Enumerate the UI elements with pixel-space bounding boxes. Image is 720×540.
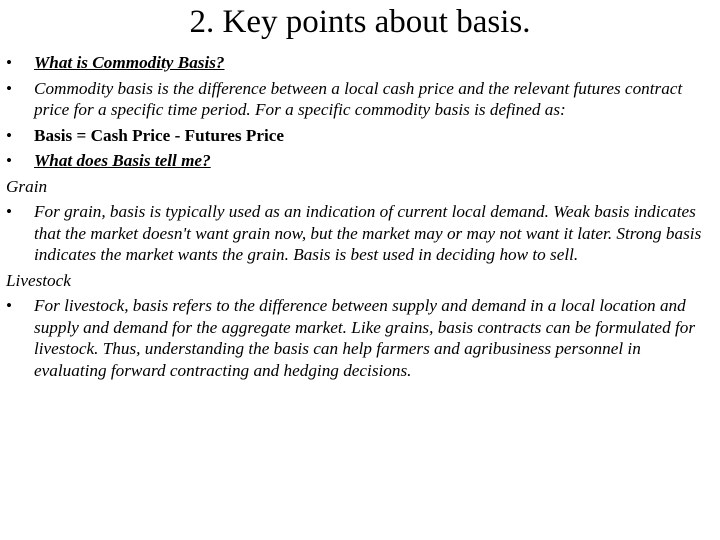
bullet-marker: • [6, 151, 13, 170]
bullet-marker: • [6, 78, 13, 98]
bullet-question-what-is-basis [6, 52, 710, 74]
slide-body [6, 52, 710, 385]
bullet-question-what-basis-tells [6, 150, 710, 172]
question-what-is-basis: What is Commodity Basis? [34, 53, 225, 72]
bullet-marker: • [6, 296, 13, 315]
bullet-marker: • [6, 125, 13, 145]
grain-text: For grain, basis is typically used as an indication of current local demand. Weak basis indicates that the market doesn't want grain now, but the market may or may not want it later. Strong basis indicates the market wants the grain. Basis is best used in deciding how to sell. [34, 202, 702, 264]
livestock-heading: Livestock [6, 270, 71, 290]
grain-heading: Grain [6, 176, 48, 196]
bullet-marker: • [6, 53, 13, 72]
question-what-basis-tells: What does Basis tell me? [34, 151, 211, 170]
livestock-text: For livestock, basis refers to the difference between supply and demand in a local location and supply and demand for the aggregate market. Like grains, basis contracts can be formulated for livestock. Thus, understanding the basis can help farmers and agribusiness personnel in evaluating forward contracting and hedging decisions. [34, 296, 696, 380]
basis-formula: Basis = Cash Price - Futures Price [34, 125, 285, 145]
bullet-basis-definition [6, 78, 710, 121]
bullet-livestock-text [6, 295, 710, 381]
bullet-grain-text [6, 201, 710, 266]
basis-definition-text: Commodity basis is the difference between a local cash price and the relevant futures contract price for a specific time period. For a specific commodity basis is defined as: [34, 78, 683, 119]
slide-title: 2. Key points about basis. [189, 4, 531, 40]
bullet-basis-formula [6, 125, 710, 147]
bullet-marker: • [6, 202, 13, 221]
